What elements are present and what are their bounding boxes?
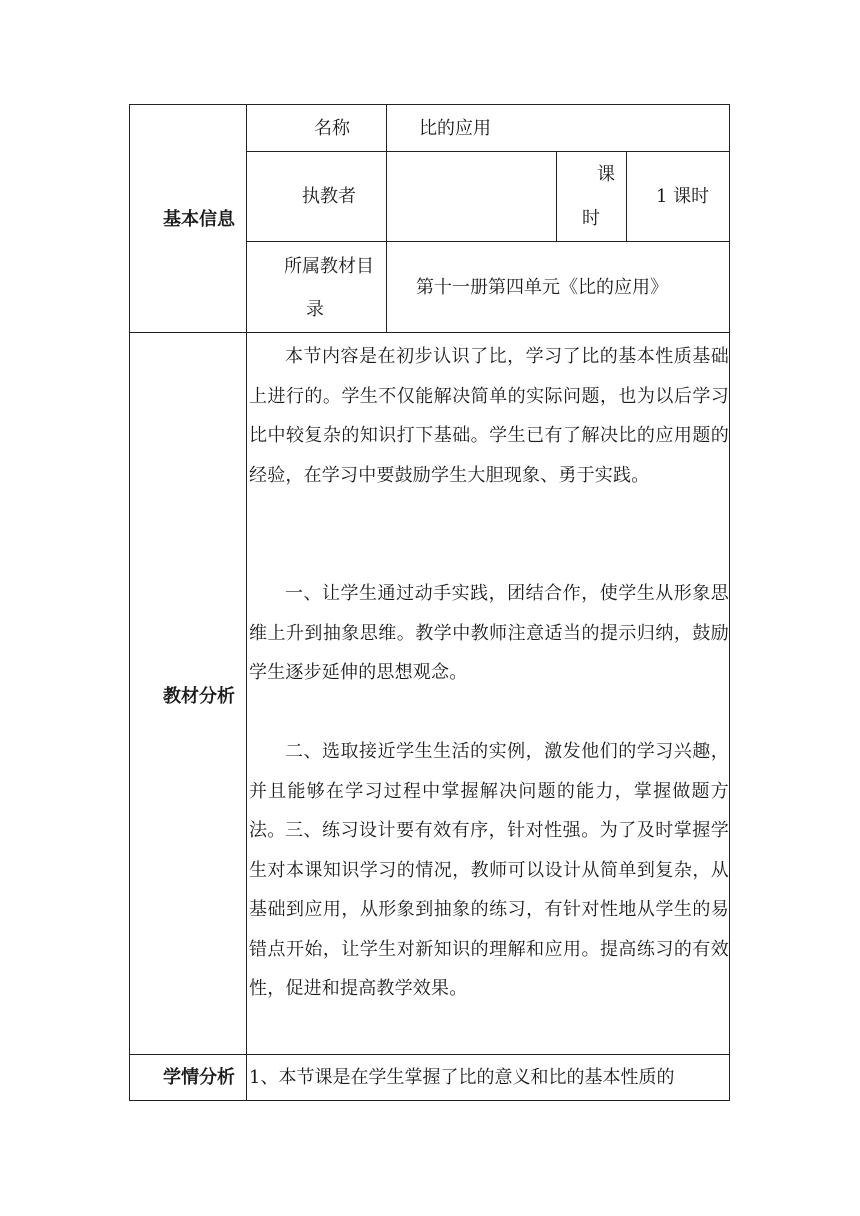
material-analysis-paragraph-1: 本节内容是在初步认识了比，学习了比的基本性质基础上进行的。学生不仅能解决简单的实际问题，也为以后学习比中较复杂的知识打下基础。学生已有了解决比的应用题的经验，在学习中要鼓励学生大胆现象、勇于实践。 xyxy=(249,346,729,486)
learner-analysis-first-line: 1、本节课是在学生掌握了比的意义和比的基本性质的 xyxy=(249,1067,675,1088)
period-value: 1 课时 xyxy=(656,186,710,207)
material-analysis-paragraph-3: 二、选取接近学生生活的实例，激发他们的学习兴趣，并且能够在学习过程中掌握解决问题的能力，掌握做题方法。 xyxy=(249,741,729,841)
material-analysis-paragraph-4: 三、练习设计要有效有序，针对性强。为了及时掌握学生对本课知识学习的情况，教师可以设计从简单到复杂，从基础到应用，从形象到抽象的练习，有针对性地从学生的易错点开始，让学生对新知识的理解和应用。提高练习的有效性，促进和提高教学效果。 xyxy=(249,820,729,999)
material-label-line2: 录 xyxy=(306,299,324,320)
period-label-line1: 课 xyxy=(597,164,615,185)
teacher-label: 执教者 xyxy=(302,186,356,207)
period-label-line2: 时 xyxy=(582,208,600,229)
learner-analysis-label: 学情分析 xyxy=(163,1067,235,1088)
name-value: 比的应用 xyxy=(419,118,491,139)
material-analysis-label: 教材分析 xyxy=(163,686,235,707)
basic-info-label: 基本信息 xyxy=(163,209,235,230)
material-analysis-paragraph-2: 一、让学生通过动手实践，团结合作，使学生从形象思维上升到抽象思维。教学中教师注意适当的提示归纳，鼓励学生逐步延伸的思想观念。 xyxy=(249,583,729,683)
material-label-line1: 所属教材目 xyxy=(284,256,374,277)
material-value: 第十一册第四单元《比的应用》 xyxy=(416,277,668,298)
name-label: 名称 xyxy=(314,118,350,139)
